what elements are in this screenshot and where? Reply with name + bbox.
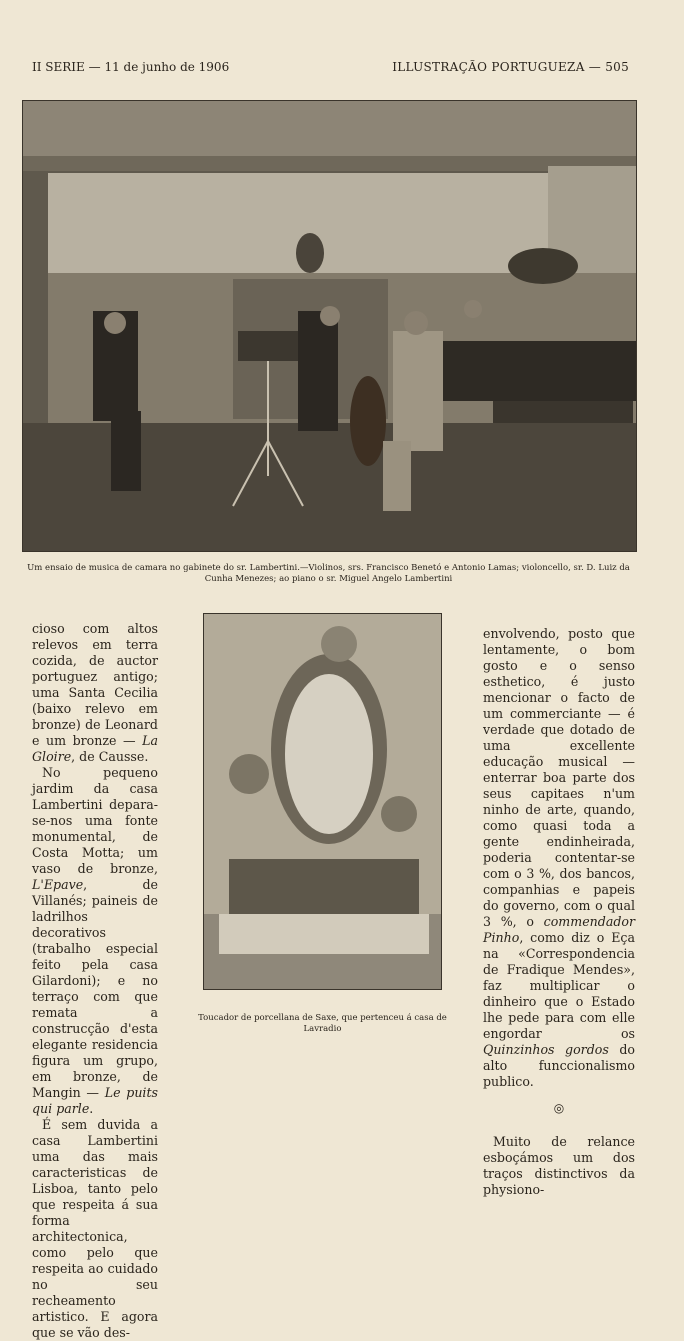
magazine-title-page-number: ILLUSTRAÇÃO PORTUGUEZA — 505 (392, 60, 629, 74)
porcelain-vanity-photo (203, 613, 442, 990)
page-header (32, 60, 629, 80)
paragraph: cioso com altos relevos em terra cozida, de auctor portuguez antigo; uma Santa Cecilia (baixo relevo em bronze) de Leonard e um bronze — La Gloire, de Causse. (32, 621, 158, 764)
chamber-music-photo (22, 100, 637, 552)
vanity-caption: Toucador de porcellana de Saxe, que pertenceu á casa de Lavradio (198, 1013, 447, 1034)
right-text-column (483, 626, 635, 1198)
issue-date: II SERIE — 11 de junho de 1906 (32, 60, 230, 74)
paragraph: envolvendo, posto que lentamente, o bom gosto e o senso esthetico, é justo mencionar o facto de um commerciante — é verdade que dotado de uma excellente educação musical — enterrar boa parte dos seus capitaes n'um ninho de arte, quando, como quasi toda a gente endinheirada, poderia contentar-se com o 3 %, dos bancos, companhias e papeis do governo, com o qual 3 %, o commendador Pinho, como diz o Eça na «Correspondencia de Fradique Mendes», faz multiplicar o dinheiro que o Estado lhe pede para com elle engordar os Quinzinhos gordos do alto funccionalismo publico. (483, 626, 635, 1089)
paragraph: Muito de relance esboçámos um dos traços distinctivos da physiono- (483, 1134, 635, 1197)
paragraph: É sem duvida a casa Lambertini uma das mais caracteristicas de Lisboa, tanto pelo que respeita á sua forma architectonica, como pelo que respeita ao cuidado no seu recheamento artistico. E agora que se vão des- (32, 1117, 158, 1340)
paragraph: No pequeno jardim da casa Lambertini depara-se-nos uma fonte monumental, de Costa Motta; um vaso de bronze, L'Epave, de Villanés; paineis de ladrilhos decorativos (trabalho especial feito pela casa Gilardoni); e no terraço com que remata a construcção d'esta elegante residencia figura um grupo, em bronze, de Mangin — Le puits qui parle. (32, 765, 158, 1116)
section-ornament: ◎ (553, 1101, 565, 1115)
left-text-column (32, 621, 158, 1341)
chamber-music-caption: Um ensaio de musica de camara no gabinete do sr. Lambertini.—Violinos, srs. Francisco Benetó e Antonio Lamas; violoncello, sr. D. Luiz da Cunha Menezes; ao piano o sr. Miguel Angelo Lambertini (27, 563, 630, 584)
